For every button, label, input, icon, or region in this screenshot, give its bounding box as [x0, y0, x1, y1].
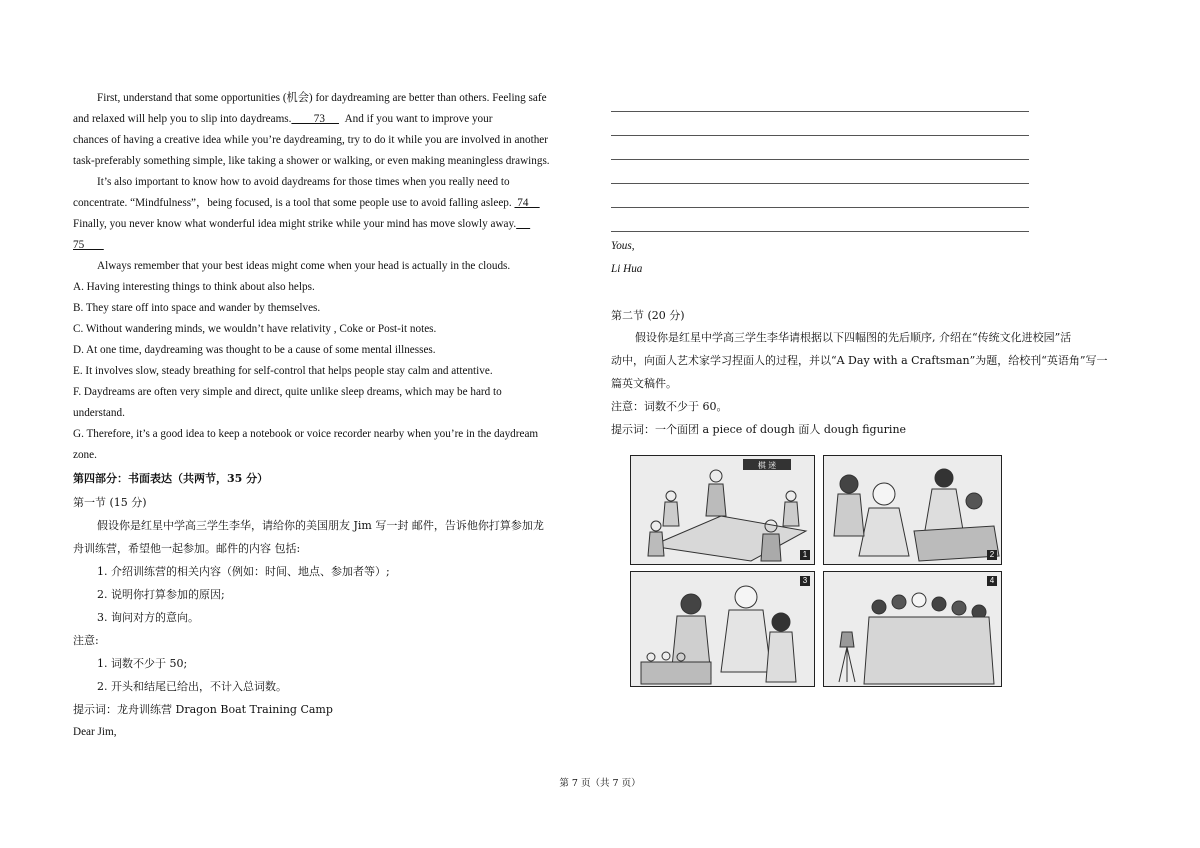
blank-75-start[interactable]	[516, 214, 530, 235]
section1-intro-cont: 舟训练营，希望他一起参加。邮件的内容 包括:	[73, 542, 301, 555]
section2-hint: 提示词：一个面团 a piece of dough 面人 dough figurine	[611, 423, 907, 436]
section2-intro-cont: 动中，向面人艺术家学习捏面人的过程，并以“A Day with a Craftsman”为题，给校刊“英语角”写一	[611, 354, 1108, 367]
passage-line	[73, 214, 591, 235]
letter-greeting: Dear Jim,	[73, 726, 117, 738]
content-item-3: 3. 询问对方的意向。	[97, 611, 199, 624]
blank-74[interactable]: 74	[514, 197, 540, 209]
passage-line	[73, 235, 591, 256]
option-f-cont: understand.	[73, 407, 125, 419]
picture-panel-2	[823, 455, 1002, 565]
blank-75[interactable]: 75	[73, 239, 104, 251]
option-g: G. Therefore, it’s a good idea to keep a notebook or voice recorder nearby when you’re in the daydream	[73, 428, 539, 440]
section2-note: 注意：词数不少于 60。	[611, 400, 728, 413]
note-label: 注意:	[73, 634, 99, 647]
passage-line	[73, 193, 591, 214]
section2-intro: 假设你是红星中学高三学生李华请根据以下四幅图的先后顺序, 介绍在“传统文化进校园”活	[635, 331, 1072, 344]
content-item-1: 1. 介绍训练营的相关内容（例如：时间、地点、参加者等）;	[97, 565, 390, 578]
classroom-scene-illustration	[631, 456, 814, 564]
writing-line[interactable]	[611, 208, 1029, 232]
passage-text: Finally, you never know what wonderful idea might strike while your mind has move slowly away.	[73, 218, 517, 230]
picture-panel-1	[630, 455, 815, 565]
picture-panel-4	[823, 571, 1002, 687]
writing-lines[interactable]	[611, 88, 1131, 232]
option-b: B. They stare off into space and wander by themselves.	[73, 302, 321, 314]
picture-sequence	[630, 455, 1000, 687]
picture-panel-3	[630, 571, 815, 687]
letter-signature: Li Hua	[611, 263, 643, 275]
craftsman-demonstration-illustration	[824, 456, 1001, 564]
passage-text: and relaxed will help you to slip into daydreams.	[73, 113, 292, 125]
passage-line	[73, 109, 591, 130]
passage-line: First, understand that some opportunities (机会) for daydreaming are better than others. Feeling safe	[97, 92, 547, 104]
sign-text: 棋 迷	[757, 461, 777, 470]
content-item-2: 2. 说明你打算参加的原因;	[97, 588, 225, 601]
left-column	[73, 88, 591, 744]
page-footer: 第 7 页（共 7 页）	[559, 778, 641, 789]
panel-number: 4	[987, 576, 997, 586]
passage-line: chances of having a creative idea while you’re daydreaming, try to do it while you are involved in another	[73, 134, 548, 146]
writing-line[interactable]	[611, 88, 1029, 112]
passage-line: task-preferably something simple, like taking a shower or walking, or even making meaningless drawings.	[73, 155, 550, 167]
option-g-cont: zone.	[73, 449, 97, 461]
section2-intro-end: 篇英文稿件。	[611, 377, 677, 390]
option-f: F. Daydreams are often very simple and direct, quite unlike sleep dreams, which may be hard to	[73, 386, 502, 398]
writing-line[interactable]	[611, 184, 1029, 208]
writing-line[interactable]	[611, 160, 1029, 184]
group-photo-illustration	[824, 572, 1001, 686]
passage-line: Always remember that your best ideas might come when your head is actually in the clouds.	[97, 260, 511, 272]
panel-number: 3	[800, 576, 810, 586]
option-e: E. It involves slow, steady breathing for self-control that helps people stay calm and attentive.	[73, 365, 493, 377]
learning-dough-figurine-illustration	[631, 572, 814, 686]
option-a: A. Having interesting things to think about also helps.	[73, 281, 315, 293]
passage-text: And if you want to improve your	[344, 113, 493, 125]
section1-title: 第一节 (15 分)	[73, 496, 147, 509]
option-c: C. Without wandering minds, we wouldn’t have relativity , Coke or Post-it notes.	[73, 323, 437, 335]
right-column	[611, 88, 1131, 441]
blank-73[interactable]: 73	[291, 113, 339, 125]
writing-line[interactable]	[611, 136, 1029, 160]
section1-intro: 假设你是红星中学高三学生李华，请给你的美国朋友 Jim 写一封 邮件，告诉他你打算参加龙	[97, 519, 544, 532]
section2-title: 第二节 (20 分)	[611, 309, 685, 322]
note-2: 2. 开头和结尾已给出，不计入总词数。	[97, 680, 287, 693]
part4-heading: 第四部分：书面表达（共两节，35 分）	[73, 472, 269, 485]
passage-line: It’s also important to know how to avoid daydreams for those times when you really need to	[97, 176, 510, 188]
letter-closing: Yous,	[611, 240, 635, 252]
option-d: D. At one time, daydreaming was thought to be a cause of some mental illnesses.	[73, 344, 436, 356]
panel-number: 1	[800, 550, 810, 560]
note-1: 1. 词数不少于 50;	[97, 657, 188, 670]
writing-line[interactable]	[611, 112, 1029, 136]
passage-text: concentrate. “Mindfulness”，being focused, is a tool that some people use to avoid falling asleep.	[73, 197, 512, 209]
hint-words: 提示词：龙舟训练营 Dragon Boat Training Camp	[73, 703, 333, 716]
panel-number: 2	[987, 550, 997, 560]
